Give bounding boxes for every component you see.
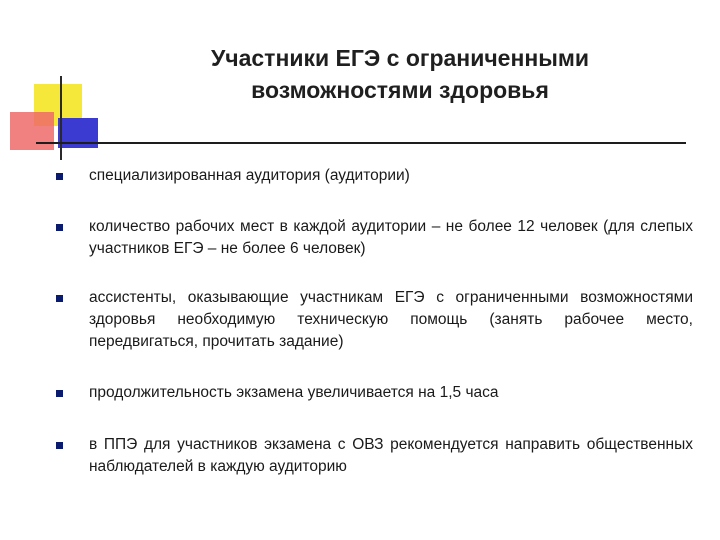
square-bullet-icon xyxy=(56,224,63,231)
bullet-text: количество рабочих мест в каждой аудитории – не более 12 человек (для слепых участников ЕГЭ – не более 6 человек) xyxy=(89,218,693,257)
square-bullet-icon xyxy=(56,390,63,397)
bullet-item xyxy=(56,287,696,353)
slide-title: Участники ЕГЭ с ограниченными возможностями здоровья xyxy=(210,45,590,103)
square-bullet-icon xyxy=(56,442,63,449)
square-bullet-icon xyxy=(56,173,63,180)
bullet-text: в ППЭ для участников экзамена с ОВЗ рекомендуется направить общественных наблюдателей в каждую аудиторию xyxy=(89,436,693,475)
bullet-item xyxy=(56,216,696,260)
bullet-item xyxy=(56,434,696,478)
bullet-text: специализированная аудитория (аудитории) xyxy=(89,167,410,184)
bullet-item xyxy=(56,165,696,187)
bullet-text: продолжительность экзамена увеличивается на 1,5 часа xyxy=(89,384,499,401)
bullet-item xyxy=(56,382,696,404)
square-bullet-icon xyxy=(56,295,63,302)
bullet-text: ассистенты, оказывающие участникам ЕГЭ с ограниченными возможностями здоровья необходимую техническую помощь (занять рабочее место, передвигаться, прочитать задание) xyxy=(89,289,693,350)
